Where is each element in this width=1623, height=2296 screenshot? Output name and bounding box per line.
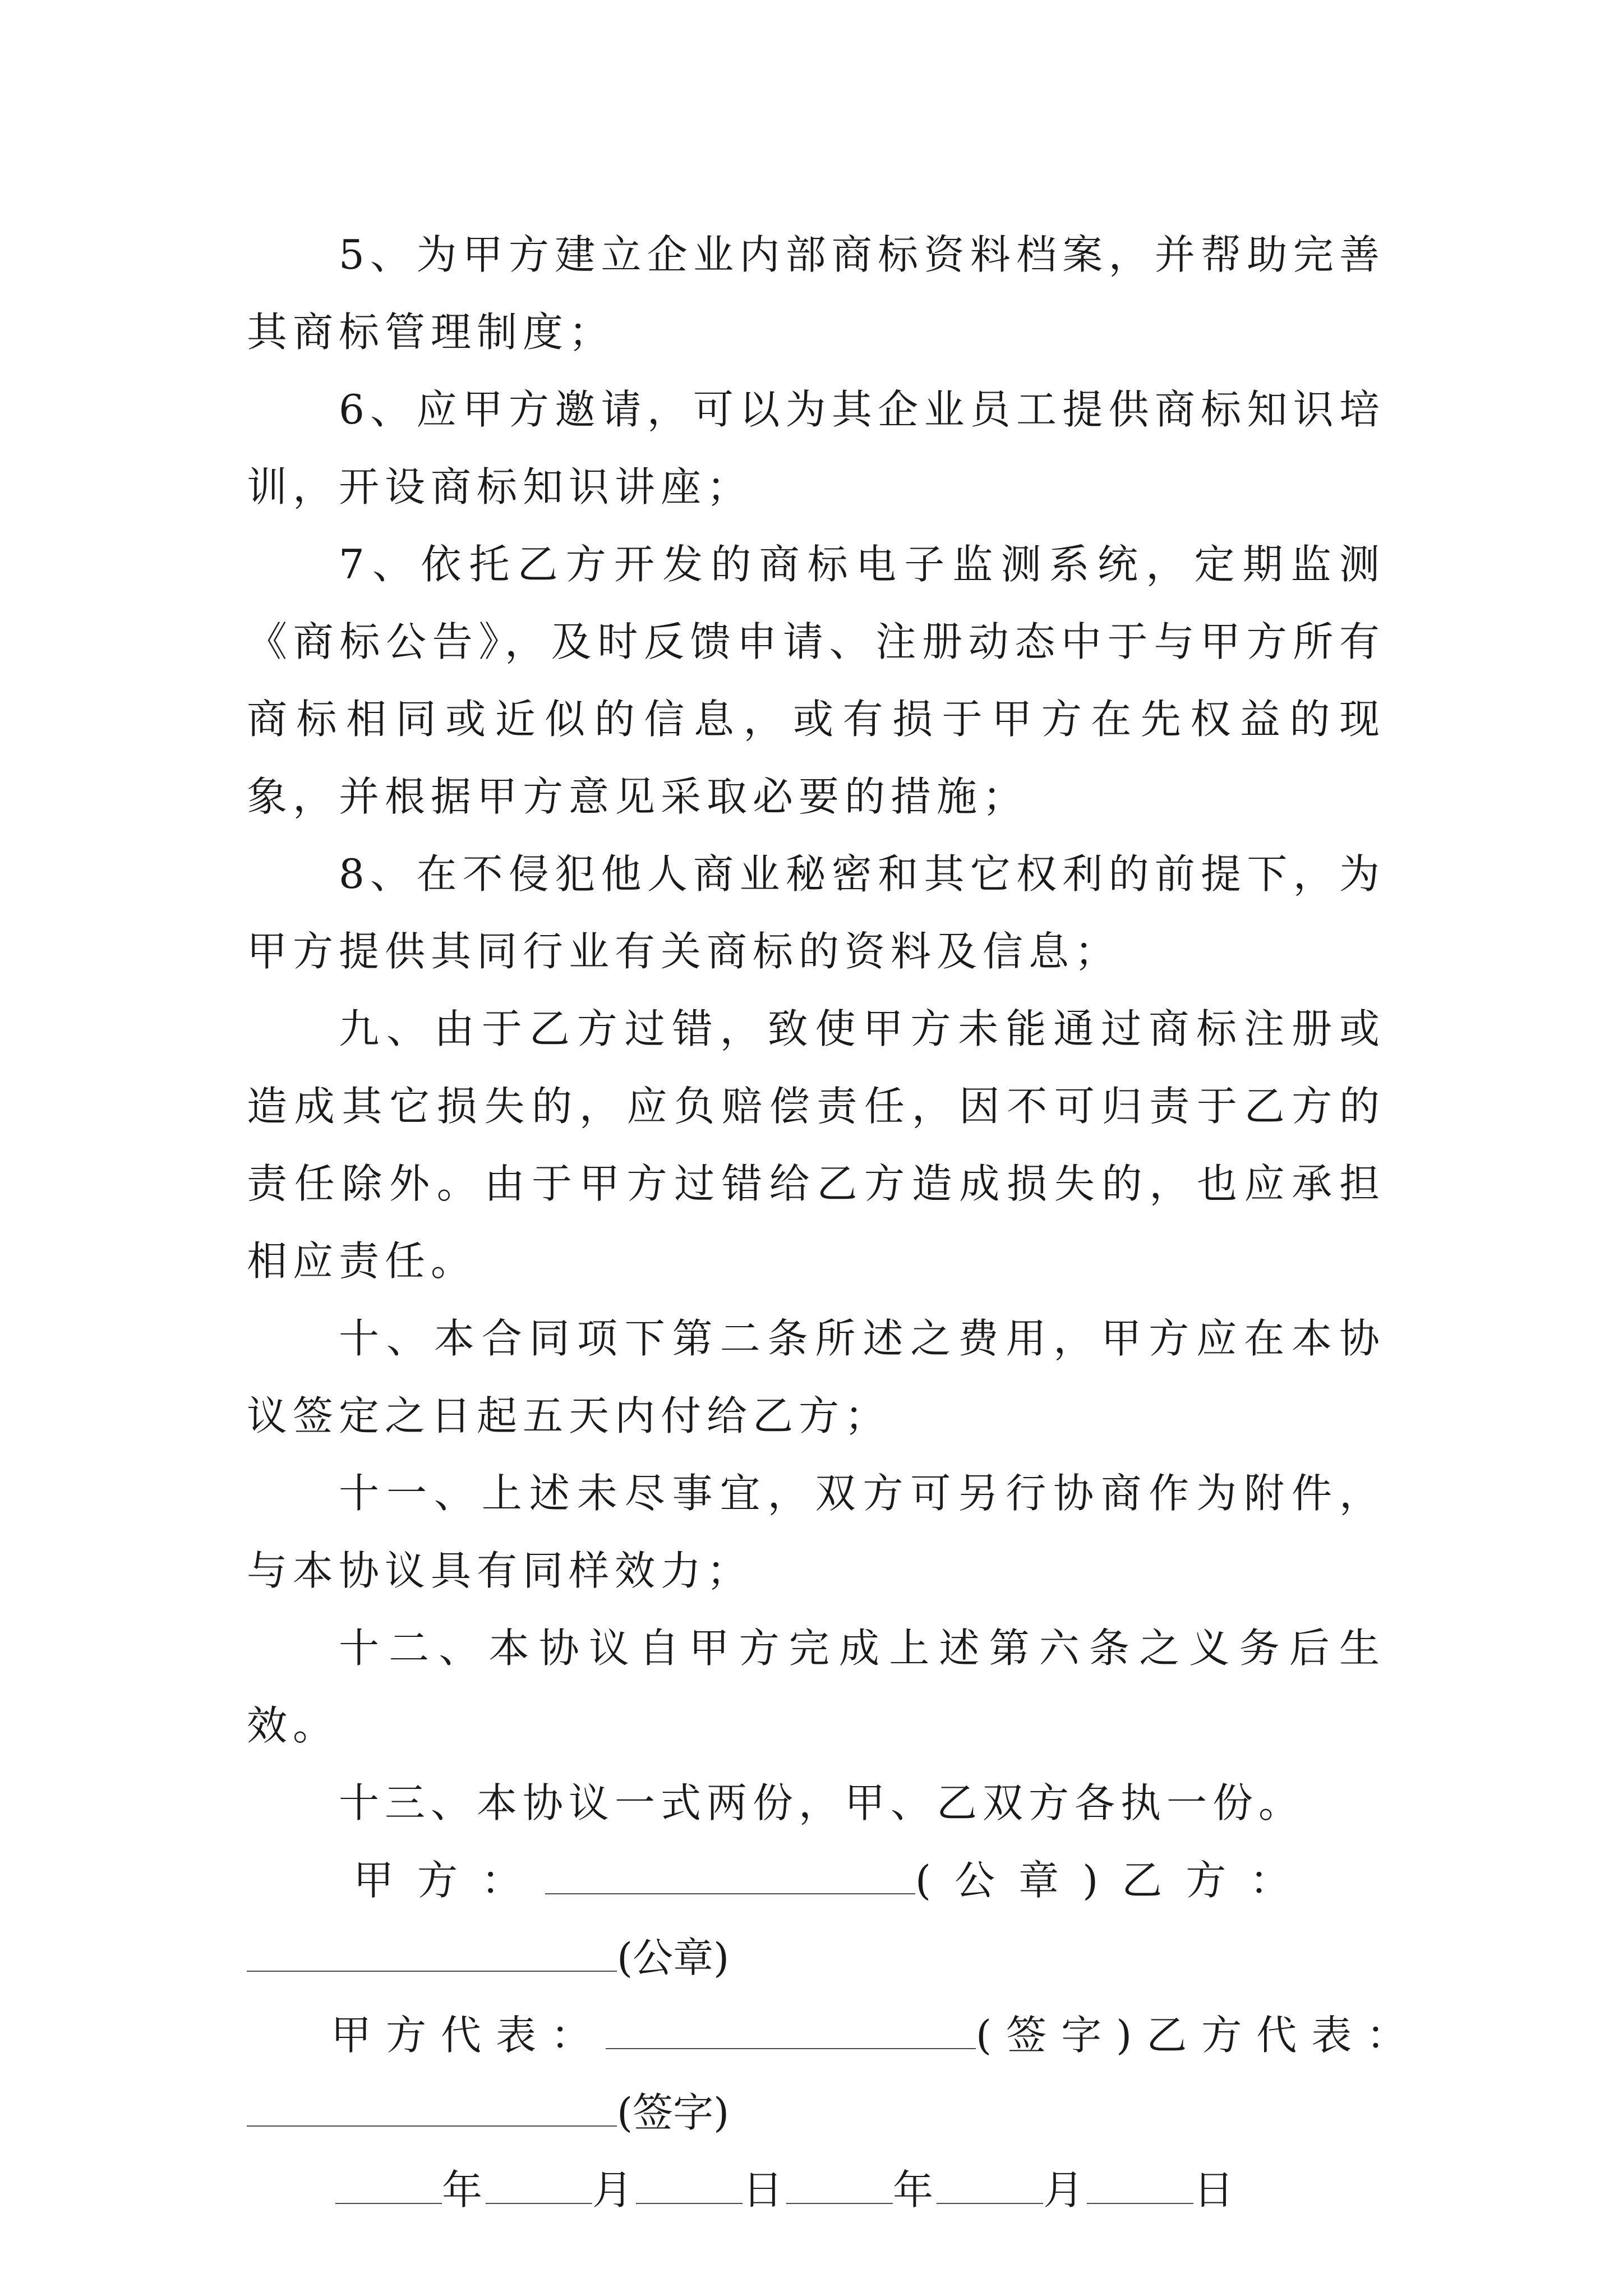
seal-line-continued [247, 1919, 1385, 1996]
party-a-label: 甲方： [353, 1857, 546, 1904]
party-a-seal-blank [545, 1862, 915, 1894]
year-a-label: 年 [442, 2166, 486, 2214]
clause-9: 九、由于乙方过错，致使甲方未能通过商标注册或造成其它损失的，应负赔偿责任，因不可归责于乙方的责任除外。由于甲方过错给乙方造成损失的，也应承担相应责任。 [247, 1005, 1385, 1285]
month-a-blank [486, 2171, 592, 2204]
day-a-blank [636, 2171, 743, 2204]
date-line [247, 2151, 1385, 2229]
year-b-label: 年 [893, 2166, 937, 2214]
rep-b-sign-blank [247, 2094, 617, 2127]
month-b-blank [937, 2171, 1043, 2204]
year-b-blank [786, 2171, 893, 2204]
month-b-label: 月 [1043, 2166, 1087, 2214]
clause-6: 6、应甲方邀请，可以为其企业员工提供商标知识培训，开设商标知识讲座； [247, 386, 1385, 510]
rep-b-sign-label: (签字) [617, 2089, 730, 2136]
document-body [247, 216, 1422, 2229]
clause-7: 7、依托乙方开发的商标电子监测系统，定期监测《商标公告》，及时反馈申请、注册动态中于与甲方所有商标相同或近似的信息，或有损于甲方在先权益的现象，并根据甲方意见采取必要的措施； [247, 541, 1385, 820]
month-a-label: 月 [592, 2166, 637, 2214]
representative-line-continued [247, 2074, 1385, 2151]
day-b-label: 日 [1193, 2166, 1238, 2214]
clause-12: 十二、本协议自甲方完成上述第六条之义务后生效。 [247, 1625, 1385, 1749]
party-b-seal-blank [247, 1939, 617, 1972]
year-a-blank [335, 2171, 442, 2204]
seal-line [247, 1842, 1385, 1919]
clause-5: 5、为甲方建立企业内部商标资料档案，并帮助完善其商标管理制度； [247, 231, 1385, 356]
party-a-seal-label: (公章) [915, 1857, 1122, 1904]
rep-a-label: 甲方代表： [331, 2012, 606, 2059]
rep-b-label: 乙方代表： [1146, 2012, 1422, 2059]
clause-11: 十一、上述未尽事宜，双方可另行协商作为附件，与本协议具有同样效力； [247, 1470, 1385, 1594]
day-a-label: 日 [743, 2166, 787, 2214]
day-b-blank [1087, 2171, 1193, 2204]
representative-line [247, 1996, 1422, 2074]
party-b-seal-label: (公章) [617, 1934, 730, 1981]
rep-a-sign-label: (签字) [976, 2012, 1147, 2059]
clause-13: 十三、本协议一式两份，甲、乙双方各执一份。 [339, 1779, 1305, 1826]
rep-a-sign-blank [606, 2017, 976, 2049]
clause-10: 十、本合同项下第二条所述之费用，甲方应在本协议签定之日起五天内付给乙方； [247, 1315, 1385, 1439]
party-b-label: 乙方： [1122, 1857, 1314, 1904]
clause-8: 8、在不侵犯他人商业秘密和其它权利的前提下，为甲方提供其同行业有关商标的资料及信息； [247, 850, 1385, 975]
